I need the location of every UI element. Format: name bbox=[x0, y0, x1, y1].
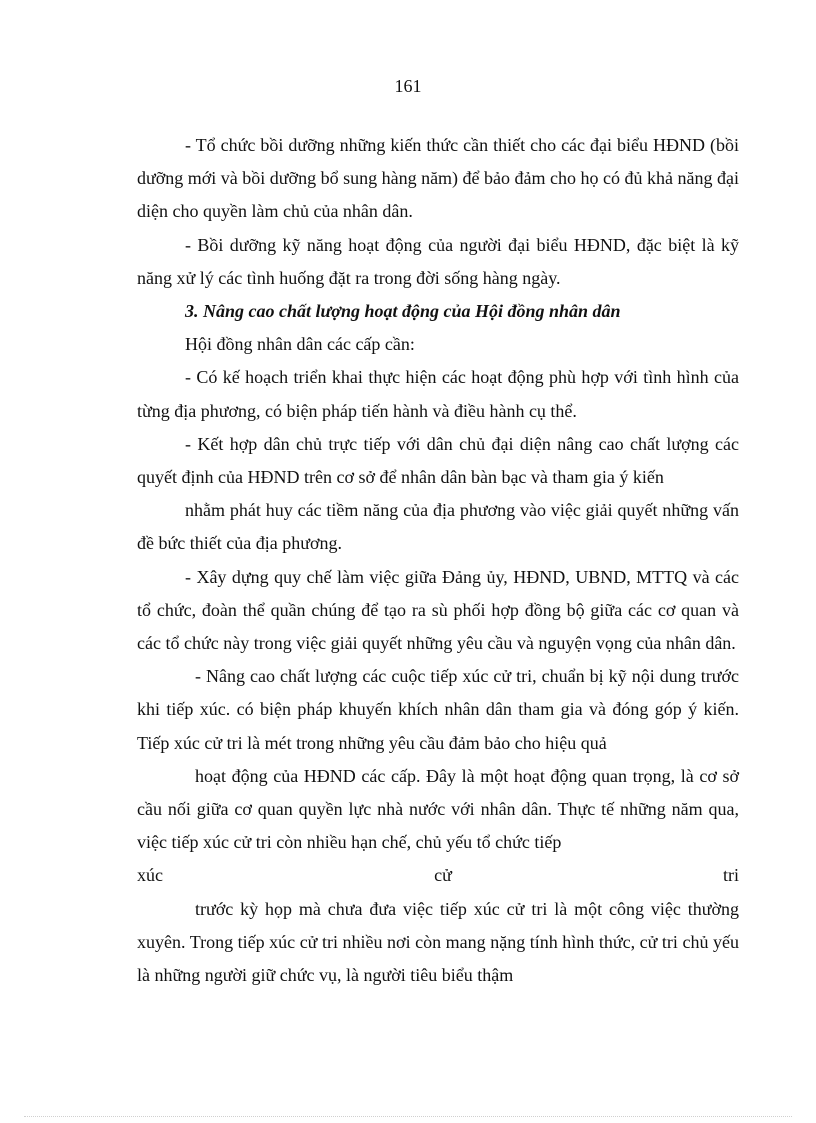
section-heading: 3. Nâng cao chất lượng hoạt động của Hội đồng nhân dân bbox=[185, 301, 621, 322]
paragraph-intro: Hội đồng nhân dân các cấp cần: bbox=[185, 334, 415, 355]
paragraph-voter-contact: - Nâng cao chất lượng các cuộc tiếp xúc cử tri, chuẩn bị kỹ nội dung trước khi tiếp xúc. có biện pháp khuyến khích nhân dân tham gia và đóng góp ý kiến. Tiếp xúc cử tri là mét trong những yêu cầu đảm bảo cho hiệu quả bbox=[137, 666, 739, 753]
paragraph-democracy-continued: nhằm phát huy các tiềm năng của địa phương vào việc giải quyết những vấn đề bức thiết của địa phương. bbox=[137, 500, 739, 554]
document-body bbox=[137, 129, 739, 992]
paragraph-voter-contact-final: trước kỳ họp mà chưa đưa việc tiếp xúc cử tri là một công việc thường xuyên. Trong tiếp xúc cử tri nhiều nơi còn mang nặng tính hình thức, cử tri chủ yếu là những người giữ chức vụ, là người tiêu biểu thậm bbox=[137, 898, 739, 986]
paragraph-plan: - Có kế hoạch triển khai thực hiện các hoạt động phù hợp với tình hình của từng địa phương, có biện pháp tiến hành và điều hành cụ thể. bbox=[137, 367, 739, 421]
spread-line bbox=[137, 859, 739, 892]
paragraph-training-knowledge: - Tổ chức bồi dưỡng những kiến thức cần thiết cho các đại biểu HĐND (bồi dưỡng mới và bồi dưỡng bổ sung hàng năm) để bảo đảm cho họ có đủ khả năng đại diện cho quyền làm chủ của nhân dân. bbox=[137, 135, 739, 222]
paragraph-regulations: - Xây dựng quy chế làm việc giữa Đảng ủy, HĐND, UBND, MTTQ và các tổ chức, đoàn thể quần chúng để tạo ra sù phối hợp đồng bộ giữa các cơ quan và các tổ chức này trong việc giải quyết những yêu cầu và nguyện vọng của nhân dân. bbox=[137, 566, 739, 654]
footer-divider bbox=[24, 1116, 792, 1117]
spread-word: xúc bbox=[137, 865, 163, 886]
paragraph-democracy: - Kết hợp dân chủ trực tiếp với dân chủ đại diện nâng cao chất lượng các quyết định của HĐND trên cơ sở để nhân dân bàn bạc và tham gia ý kiến bbox=[137, 433, 739, 488]
paragraph-training-skills: - Bồi dưỡng kỹ năng hoạt động của người đại biểu HĐND, đặc biệt là kỹ năng xử lý các tình huống đặt ra trong đời sống hàng ngày. bbox=[137, 234, 739, 288]
page-number: 161 bbox=[394, 76, 422, 96]
spread-word: cử bbox=[434, 865, 452, 886]
spread-word: tri bbox=[723, 865, 739, 886]
paragraph-voter-contact-continued: hoạt động của HĐND các cấp. Đây là một hoạt động quan trọng, là cơ sở cầu nối giữa cơ quan quyền lực nhà nước với nhân dân. Thực tế những năm qua, việc tiếp xúc cử tri còn nhiều hạn chế, chủ yếu tổ chức tiếp bbox=[137, 765, 739, 853]
